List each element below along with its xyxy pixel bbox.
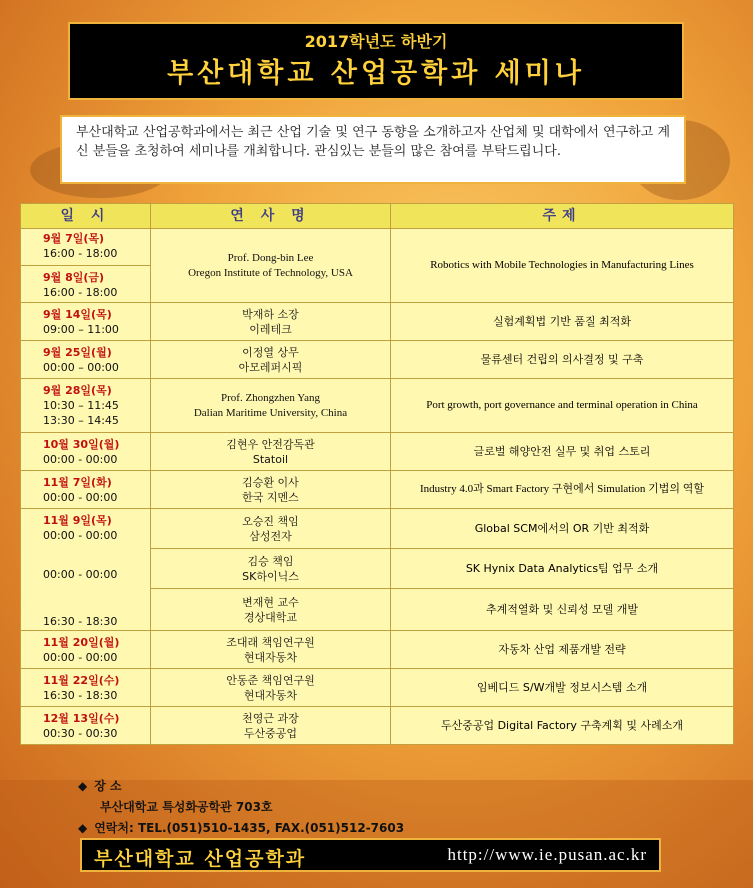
speaker-cell <box>151 669 391 707</box>
table-row <box>21 379 734 433</box>
datetime-cell <box>21 229 151 303</box>
speaker-name: 오승진 책임 <box>242 514 299 528</box>
col-header-speaker: 연 사 명 <box>151 204 391 229</box>
speaker-affiliation: 경상대학교 <box>243 610 298 624</box>
speaker-cell <box>151 471 391 509</box>
speaker-name: 이정열 상무 <box>242 345 299 359</box>
datetime-cell <box>21 669 151 707</box>
speaker-cell <box>151 589 391 631</box>
date-label: 11월 22일(수) <box>43 673 120 687</box>
speaker-affiliation: 현대자동차 <box>243 650 298 664</box>
datetime-cell <box>21 471 151 509</box>
speaker-name: 안동준 책임연구원 <box>226 673 315 687</box>
speaker-cell <box>151 631 391 669</box>
speaker-cell <box>151 433 391 471</box>
table-row <box>21 707 734 745</box>
speaker-name: 김승환 이사 <box>242 475 299 489</box>
speaker-affiliation: 현대자동차 <box>243 688 298 702</box>
date-label: 11월 7일(화) <box>43 475 112 489</box>
speaker-name: 김현우 안전감독관 <box>226 437 315 451</box>
speaker-affiliation: SK하이닉스 <box>242 569 299 583</box>
speaker-cell <box>151 229 391 303</box>
time-label: 00:30 - 00:30 <box>43 726 118 740</box>
topic-cell: 실험계획법 기반 품질 최적화 <box>391 303 734 341</box>
speaker-affiliation: Dalian Maritime University, China <box>193 406 348 419</box>
table-row <box>21 669 734 707</box>
speaker-cell <box>151 379 391 433</box>
topic-cell: 추계적열화 및 신뢰성 모델 개발 <box>391 589 734 631</box>
time-label: 00:00 – 00:00 <box>43 360 119 374</box>
semester-subtitle: 2017학년도 하반기 <box>304 32 448 51</box>
datetime-cell <box>21 379 151 433</box>
speaker-affiliation: 아모레퍼시픽 <box>238 360 303 374</box>
time-label: 00:00 - 00:00 <box>43 490 118 504</box>
table-row <box>21 471 734 509</box>
datetime-cell <box>21 631 151 669</box>
topic-cell: Global SCM에서의 OR 기반 최적화 <box>391 509 734 549</box>
contact-row <box>78 818 404 839</box>
seminar-schedule-table <box>20 203 734 745</box>
date-label: 10월 30일(월) <box>43 437 120 451</box>
date-label: 9월 25일(월) <box>43 345 112 359</box>
datetime-cell <box>21 303 151 341</box>
time-label: 13:30 – 14:45 <box>43 414 119 427</box>
datetime-cell <box>21 509 151 631</box>
time-label: 00:00 - 00:00 <box>43 452 118 466</box>
table-row <box>21 303 734 341</box>
table-row <box>21 229 734 303</box>
date-label: 11월 9일(목) <box>43 514 112 527</box>
date-label: 11월 20일(월) <box>43 635 120 649</box>
date-label: 9월 8일(금) <box>43 271 105 284</box>
table-header-row <box>21 204 734 229</box>
table-row <box>21 433 734 471</box>
datetime-cell <box>21 433 151 471</box>
topic-cell: 임베디드 S/W개발 정보시스템 소개 <box>391 669 734 707</box>
time-label: 09:00 – 11:00 <box>43 322 119 336</box>
table-row <box>21 631 734 669</box>
topic-cell: Industry 4.0과 Smart Factory 구현에서 Simulation 기법의 역할 <box>391 471 734 509</box>
topic-cell: 두산중공업 Digital Factory 구축계획 및 사례소개 <box>391 707 734 745</box>
speaker-cell <box>151 509 391 549</box>
speaker-name: Prof. Dong-bin Lee <box>227 251 314 264</box>
speaker-name: 박재하 소장 <box>242 307 299 321</box>
intro-box <box>60 115 686 184</box>
time-label: 16:30 - 18:30 <box>43 615 118 628</box>
event-info <box>78 776 404 839</box>
speaker-cell <box>151 303 391 341</box>
diamond-bullet-icon: ◆ <box>78 779 88 793</box>
place-row <box>78 776 404 797</box>
time-label: 00:00 - 00:00 <box>43 650 118 664</box>
speaker-affiliation: 삼성전자 <box>249 529 292 543</box>
speaker-cell <box>151 549 391 589</box>
time-label: 16:00 - 18:00 <box>43 286 118 299</box>
speaker-affiliation: 이레테크 <box>249 322 292 336</box>
date-label: 9월 7일(목) <box>43 232 105 245</box>
col-header-topic: 주제 <box>391 204 734 229</box>
seminar-title: 부산대학교 산업공학과 세미나 <box>167 58 585 89</box>
time-label: 10:30 – 11:45 <box>43 399 119 412</box>
place-label: 장 소 <box>94 779 122 793</box>
datetime-cell <box>21 341 151 379</box>
topic-cell: Robotics with Mobile Technologies in Manufacturing Lines <box>391 229 734 303</box>
time-label: 00:00 - 00:00 <box>43 568 118 581</box>
time-label: 16:30 - 18:30 <box>43 688 118 702</box>
topic-cell: 물류센터 건립의 의사결정 및 구축 <box>391 341 734 379</box>
speaker-affiliation: 한국 지멘스 <box>242 490 299 504</box>
date-label: 12월 13일(수) <box>43 711 120 725</box>
time-label: 16:00 - 18:00 <box>43 247 118 260</box>
topic-cell: 자동차 산업 제품개발 전략 <box>391 631 734 669</box>
speaker-name: Prof. Zhongzhen Yang <box>221 391 320 404</box>
speaker-cell <box>151 341 391 379</box>
speaker-affiliation: Statoil <box>252 452 289 466</box>
col-header-datetime: 일 시 <box>21 204 151 229</box>
speaker-name: 변재현 교수 <box>242 595 299 609</box>
website-link[interactable]: http://www.ie.pusan.ac.kr <box>447 845 647 864</box>
topic-cell: SK Hynix Data Analytics팀 업무 소개 <box>391 549 734 589</box>
speaker-affiliation: Oregon Institute of Technology, USA <box>188 266 353 279</box>
time-label: 00:00 - 00:00 <box>43 529 118 542</box>
speaker-name: 천영근 과장 <box>242 711 299 725</box>
table-row <box>21 509 734 549</box>
footer-banner <box>80 838 661 872</box>
intro-text: 부산대학교 산업공학과에서는 최근 산업 기술 및 연구 동향을 소개하고자 산업체 및 대학에서 연구하고 계신 분들을 초청하여 세미나를 개최합니다. 관심있는 분들의 많은 참여를 부탁드립니다. <box>76 125 670 159</box>
department-name: 부산대학교 산업공학과 <box>94 848 307 870</box>
diamond-bullet-icon: ◆ <box>78 821 88 835</box>
datetime-cell <box>21 707 151 745</box>
speaker-cell <box>151 707 391 745</box>
speaker-affiliation: 두산중공업 <box>243 726 298 740</box>
table-row <box>21 341 734 379</box>
topic-cell: 글로벌 해양안전 실무 및 취업 스토리 <box>391 433 734 471</box>
topic-cell: Port growth, port governance and terminal operation in China <box>391 379 734 433</box>
date-label: 9월 14일(목) <box>43 307 112 321</box>
place-value: 부산대학교 특성화공학관 703호 <box>100 800 273 814</box>
speaker-name: 조대래 책임연구원 <box>226 635 315 649</box>
title-banner <box>68 22 684 100</box>
contact-text: 연락처: TEL.(051)510-1435, FAX.(051)512-7603 <box>94 821 405 835</box>
date-label: 9월 28일(목) <box>43 384 112 397</box>
speaker-name: 김승 책임 <box>247 554 294 568</box>
